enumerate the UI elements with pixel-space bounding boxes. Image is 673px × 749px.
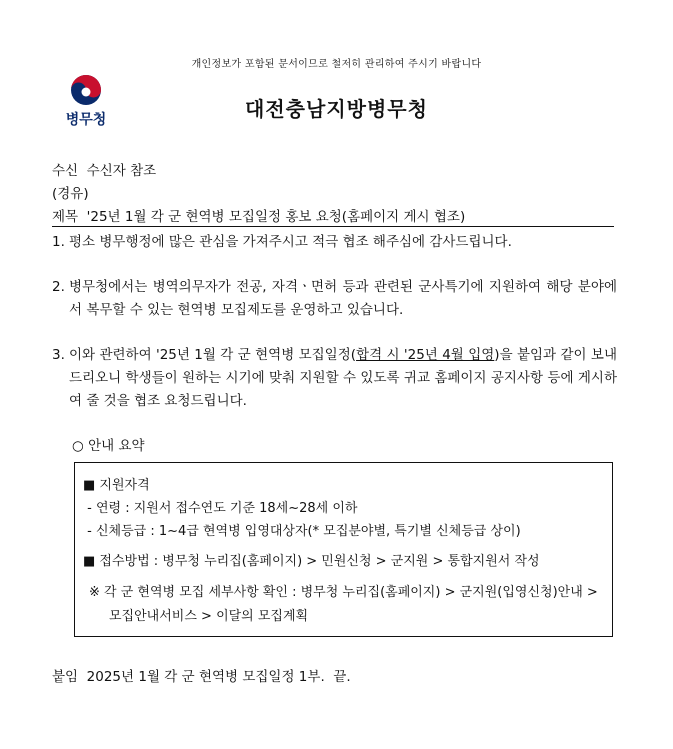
logo-text: 병무청 xyxy=(65,112,107,128)
subject-divider xyxy=(52,226,614,227)
application-method: ■ 접수방법 : 병무청 누리집(홈페이지) > 민원신청 > 군지원 > 통합지원서 작성 xyxy=(83,554,540,569)
age-requirement: - 연령 : 지원서 접수연도 기준 18세~28세 이하 xyxy=(83,501,358,516)
paragraph-number: 3. xyxy=(52,347,65,363)
paragraph-text xyxy=(52,344,617,413)
receiver-line: 수신 수신자 참조 xyxy=(52,163,157,179)
subject-line: 제목 '25년 1월 각 군 현역병 모집일정 홍보 요청(홈페이지 게시 협조) xyxy=(52,209,466,225)
detail-reference-note: ※ 각 군 현역병 모집 세부사항 확인 : 병무청 누리집(홈페이지) > 군지원(입영신청)안내 > xyxy=(89,585,598,600)
paragraph-3 xyxy=(52,344,617,413)
paragraph-2 xyxy=(52,276,617,322)
summary-heading: ○ 안내 요약 xyxy=(72,438,145,454)
paragraph-1 xyxy=(52,231,617,254)
paragraph-text-pre: 이와 관련하여 '25년 1월 각 군 현역병 모집일정( xyxy=(69,347,357,363)
enlistment-date-underlined: 합격 시 '25년 4월 입영 xyxy=(356,347,495,363)
paragraph-number: 2. xyxy=(52,279,65,295)
privacy-notice: 개인정보가 포함된 문서이므로 철저히 관리하여 주시기 바랍니다 xyxy=(191,59,482,70)
attachment-line: 붙임 2025년 1월 각 군 현역병 모집일정 1부. 끝. xyxy=(52,669,351,685)
summary-box xyxy=(74,462,613,637)
paragraph-text: 평소 병무행정에 많은 관심을 가져주시고 적극 협조 해주심에 감사드립니다. xyxy=(69,234,512,250)
physical-grade-requirement: - 신체등급 : 1~4급 현역병 입영대상자(* 모집분야별, 특기별 신체등급 상이) xyxy=(83,524,521,539)
detail-reference-note-cont: 모집안내서비스 > 이달의 모집계획 xyxy=(109,609,309,624)
org-title: 대전충남지방병무청 xyxy=(245,97,428,121)
paragraph-text: 병무청에서는 병역의무자가 전공, 자격ㆍ면허 등과 관련된 군사특기에 지원하여 해당 분야에서 복무할 수 있는 현역병 모집제도를 운영하고 있습니다. xyxy=(69,279,617,318)
eligibility-heading: ■ 지원자격 xyxy=(83,478,150,493)
paragraph-text-post: )을 붙임과 같이 보내드리오니 학생들이 원하는 시기에 맞춰 지원할 수 있도록 귀교 홈페이지 공지사항 등에 게시하여 줄 것을 협조 요청드립니다. xyxy=(69,347,618,409)
paragraph-number: 1. xyxy=(52,234,65,250)
via-line: (경유) xyxy=(52,186,89,202)
